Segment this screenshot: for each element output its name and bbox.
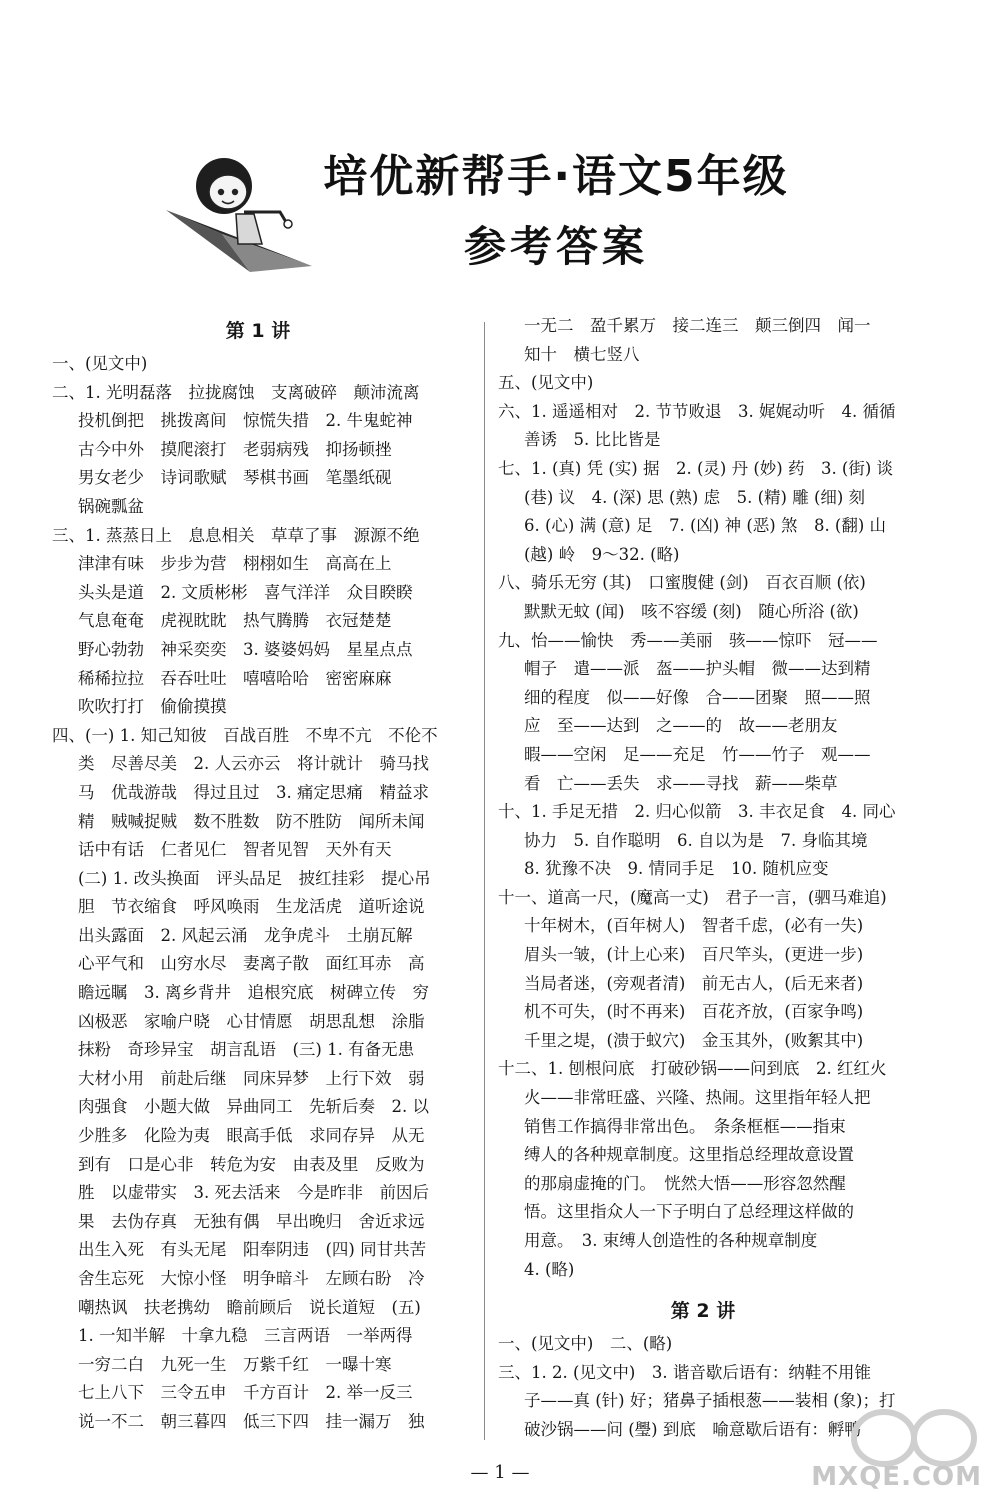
answer-line: 精 贼喊捉贼 数不胜数 防不胜防 闻所未闻 (78, 811, 425, 831)
left-column (52, 312, 464, 1437)
answer-line: 七上八下 三令五申 千方百计 2. 举一反三 (78, 1383, 413, 1403)
answer-line: 抹粉 奇珍异宝 胡言乱语 (三) 1. 有备无患 (78, 1040, 415, 1060)
answer-line: 肉强食 小题大做 异曲同工 先斩后奏 2. 以 (78, 1097, 429, 1117)
answer-line: 马 优哉游哉 得过且过 3. 痛定思痛 精益求 (78, 782, 429, 802)
answer-line: 火——非常旺盛、兴隆、热闹。这里指年轻人把 (524, 1088, 871, 1108)
answer-line: 销售工作搞得非常出色。 条条框框——指束 (524, 1116, 846, 1136)
answer-line: (二) 1. 改头换面 评头品足 披红挂彩 提心吊 (78, 868, 431, 888)
answer-line: 一、(见文中) 二、(略) (498, 1334, 673, 1354)
answer-line: 少胜多 化险为夷 眼高手低 求同存异 从无 (78, 1126, 425, 1146)
answer-line: 二、1. 光明磊落 拉拢腐蚀 支离破碎 颠沛流离 (52, 382, 420, 402)
answer-line: 用意。 3. 束缚人创造性的各种规章制度 (524, 1231, 818, 1250)
answer-line: 子——真 (针) 好；猪鼻子插根葱——装相 (象)；打 (524, 1391, 896, 1411)
column-divider (484, 322, 485, 1440)
watermark-text: MXQE.COM (811, 1462, 982, 1492)
answer-line: 出生入死 有头无尾 阳奉阴违 (四) 同甘共苦 (78, 1240, 427, 1260)
answer-line: 说一不二 朝三暮四 低三下四 挂一漏万 独 (78, 1411, 425, 1431)
answer-line: 瞻远瞩 3. 离乡背井 追根究底 树碑立传 穷 (78, 983, 429, 1003)
answer-line: 1. 一知半解 十拿九稳 三言两语 一举两得 (78, 1326, 413, 1346)
answer-line: 十二、1. 刨根问底 打破砂锅——问到底 2. 红红火 (498, 1059, 887, 1079)
answer-line: 类 尽善尽美 2. 人云亦云 将计就计 骑马找 (78, 754, 429, 774)
answer-line: 三、1. 蒸蒸日上 息息相关 草草了事 源源不绝 (52, 525, 420, 545)
answer-line: 眉头一皱，(计上心来) 百尺竿头，(更进一步) (524, 945, 864, 965)
book-title: 培优新帮手·语文5年级 (323, 151, 789, 202)
answer-line: 缚人的各种规章制度。这里指总经理故意设置 (524, 1145, 854, 1165)
answer-line: 一无二 盈千累万 接二连三 颠三倒四 闻一 (524, 316, 871, 335)
answer-line: 话中有话 仁者见仁 智者见智 天外有天 (78, 840, 392, 860)
answer-line: 稀稀拉拉 吞吞吐吐 嘻嘻哈哈 密密麻麻 (78, 668, 392, 688)
answer-line: 暇——空闲 足——充足 竹——竹子 观—— (524, 744, 871, 764)
lesson-1-title: 第 1 讲 (225, 320, 291, 342)
answer-line: 舍生忘死 大惊小怪 明争暗斗 左顾右盼 冷 (78, 1269, 425, 1288)
answer-line: 破沙锅——问 (璺) 到底 喻意歇后语有：孵鸭 (524, 1419, 861, 1439)
answer-line: 到有 口是心非 转危为安 由表及里 反败为 (78, 1154, 425, 1174)
answer-line: (越) 岭 9～32. (略) (524, 544, 680, 564)
answer-line: 野心勃勃 神采奕奕 3. 婆婆妈妈 星星点点 (78, 639, 413, 659)
answer-line: 4. (略) (524, 1259, 575, 1279)
answer-line: 6. (心) 满 (意) 足 7. (凶) 神 (恶) 煞 8. (翻) 山 (524, 516, 887, 536)
answer-line: 大材小用 前赴后继 同床异梦 上行下效 弱 (78, 1068, 425, 1088)
answer-line: 吹吹打打 偷偷摸摸 (78, 697, 227, 717)
answer-line: 善诱 5. 比比皆是 (524, 430, 661, 450)
answer-line: 8. 犹豫不决 9. 情同手足 10. 随机应变 (524, 859, 829, 879)
answer-line: 协力 5. 自作聪明 6. 自以为是 7. 身临其境 (524, 830, 868, 850)
answer-line: 机不可失，(时不再来) 百花齐放，(百家争鸣) (524, 1002, 864, 1022)
answer-line: 四、(一) 1. 知己知彼 百战百胜 不卑不亢 不伦不 (52, 725, 438, 745)
answer-line: 锅碗瓢盆 (78, 496, 144, 516)
answer-line: 八、骑乐无穷 (其) 口蜜腹健 (剑) 百衣百顺 (依) (498, 573, 866, 593)
answer-line: 五、(见文中) (498, 373, 594, 393)
answer-line: 凶极恶 家喻户晓 心甘情愿 胡思乱想 涂脂 (78, 1011, 425, 1031)
answer-line: 男女老少 诗词歌赋 琴棋书画 笔墨纸砚 (78, 468, 392, 488)
answer-line: 千里之堤，(溃于蚁穴) 金玉其外，(败絮其中) (524, 1030, 864, 1050)
lesson-1-answers (52, 350, 464, 1437)
answer-line: 默默无蚊 (闻) 咳不容缓 (刻) 随心所浴 (欲) (524, 601, 859, 621)
answer-line: 知十 横七竖八 (524, 344, 640, 364)
answer-line: 应 至——达到 之——的 故——老朋友 (524, 716, 838, 736)
answer-line: 十一、道高一尺，(魔高一丈) 君子一言，(驷马难追) (498, 887, 887, 907)
answer-line: 当局者迷，(旁观者清) 前无古人，(后无来者) (524, 973, 864, 993)
answer-line: 胆 节衣缩食 呼风唤雨 生龙活虎 道听途说 (78, 897, 425, 917)
answer-line: 津津有味 步步为营 栩栩如生 高高在上 (78, 554, 392, 574)
answer-key-heading: 参考答案 (463, 222, 648, 271)
answer-line: 果 去伪存真 无独有偶 早出晚归 舍近求远 (78, 1211, 425, 1231)
lesson-2-title: 第 2 讲 (670, 1300, 736, 1323)
answer-line: 气息奄奄 虎视眈眈 热气腾腾 衣冠楚楚 (78, 611, 392, 631)
answer-line: 帽子 遣——派 盔——护头帽 微——达到精 (524, 659, 871, 679)
answer-line: 一、(见文中) (52, 354, 148, 373)
answer-line: 七、1. (真) 凭 (实) 据 2. (灵) 丹 (妙) 药 3. (街) 谈 (498, 458, 894, 478)
answer-line: 头头是道 2. 文质彬彬 喜气洋洋 众目睽睽 (78, 582, 413, 602)
lesson-1-answers-continued (498, 312, 908, 1284)
answer-line: 一穷二白 九死一生 万紫千红 一曝十寒 (78, 1354, 392, 1374)
answer-line: 十年树木，(百年树人) 智者千虑，(必有一失) (524, 916, 864, 936)
page-number: — 1 — (470, 1462, 530, 1483)
answer-line: 心平气和 山穷水尽 妻离子散 面红耳赤 高 (78, 954, 425, 974)
answer-line: 三、1. 2. (见文中) 3. 谐音歇后语有：纳鞋不用锥 (498, 1362, 871, 1382)
answer-line: 悟。这里指众人一下子明白了总经理这样做的 (524, 1202, 854, 1222)
answer-line: 出头露面 2. 风起云涌 龙争虎斗 土崩瓦解 (78, 925, 413, 945)
answer-line: 十、1. 手足无措 2. 归心似箭 3. 丰衣足食 4. 同心 (498, 802, 896, 822)
answer-line: 古今中外 摸爬滚打 老弱病残 抑扬顿挫 (78, 439, 392, 459)
answer-line: 嘲热讽 扶老携幼 瞻前顾后 说长道短 (五) (78, 1297, 421, 1317)
answer-line: 胜 以虚带实 3. 死去活来 今是昨非 前因后 (78, 1183, 429, 1203)
answer-line: 投机倒把 挑拨离间 惊慌失措 2. 牛鬼蛇神 (78, 411, 413, 431)
answer-line: 六、1. 遥遥相对 2. 节节败退 3. 娓娓动听 4. 循循 (498, 401, 896, 421)
right-column (498, 312, 908, 1445)
answer-line: 九、怡——愉快 秀——美丽 骇——惊吓 冠—— (498, 630, 878, 650)
answer-line: (巷) 议 4. (深) 思 (熟) 虑 5. (精) 雕 (细) 刻 (524, 487, 866, 507)
answer-line: 看 亡——丢失 求——寻找 薪——柴草 (524, 773, 838, 793)
answer-line: 细的程度 似——好像 合——团聚 照——照 (524, 687, 871, 707)
answer-line: 的那扇虚掩的门。 恍然大悟——形容忽然醒 (524, 1173, 846, 1193)
